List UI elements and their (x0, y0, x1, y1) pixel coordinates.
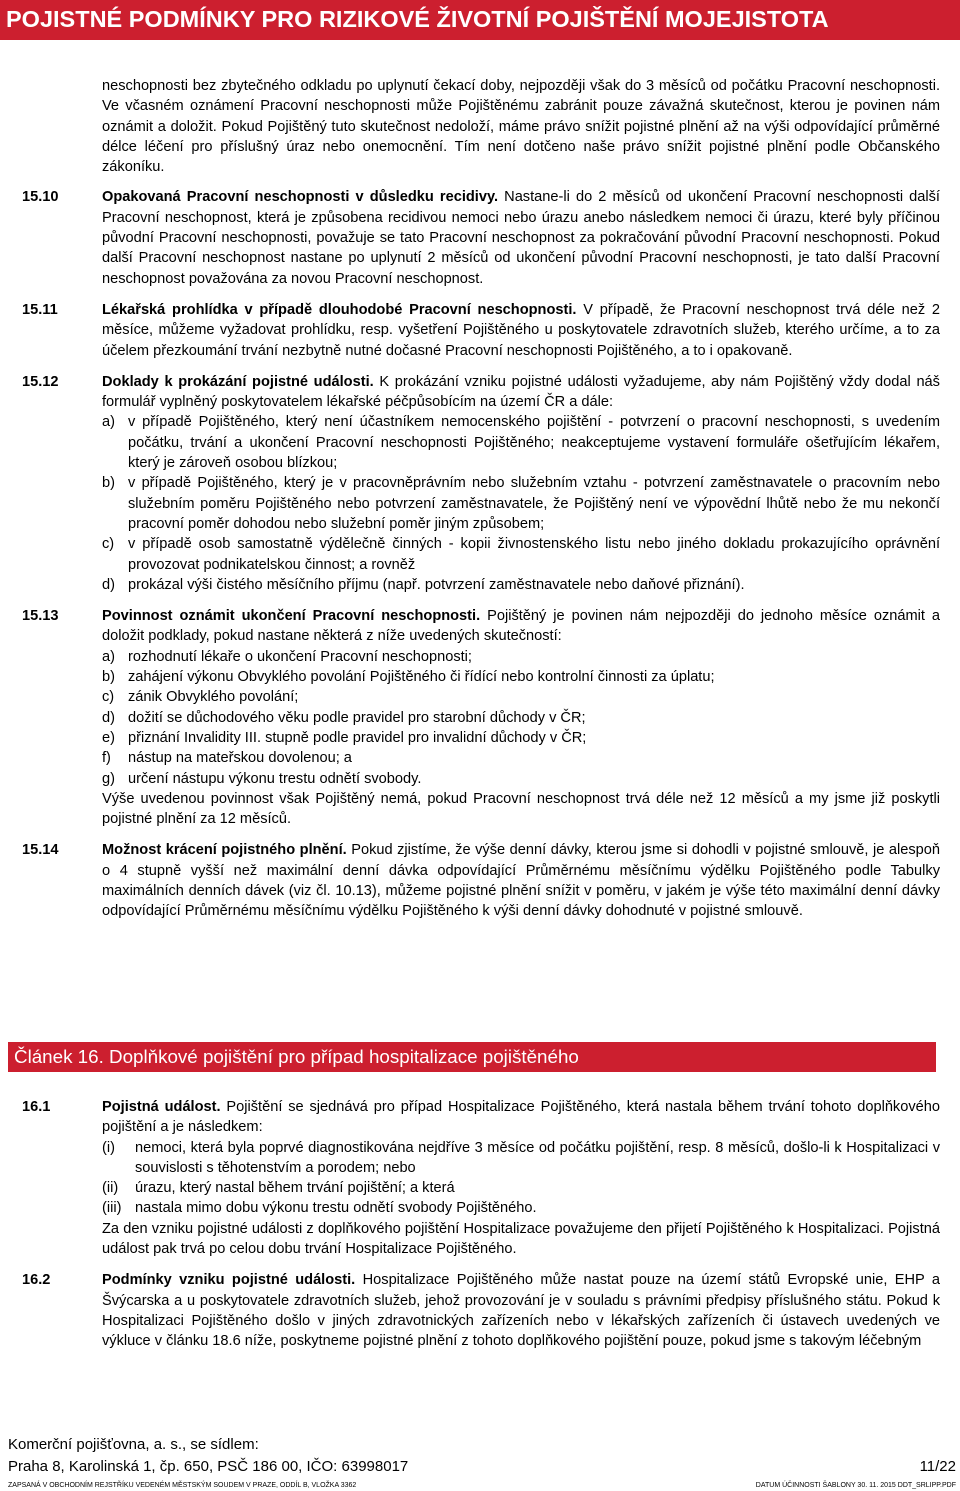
article-16-body (22, 1097, 940, 1352)
section-15-12: 15.12 Doklady k prokázání pojistné události. K prokázání vzniku pojistné události vyžadujeme, aby nám Pojištěný vždy dodal náš formulář vyplněný poskytovatelem lékařské péčpůsobícím na území ČR a dále: a) v případě Pojištěného, který není účastníkem nemocenského pojištění - potvrzení o pracovní neschopnosti, s uvedením počátku, trvání a ukončení Pracovní neschopnosti Pojištěného; neakceptujeme vystavení formuláře ošetřujícím lékařem, který je zároveň osobou blízkou; b) v případě Pojištěného, který je v pracovněprávním nebo služebním vztahu - potvrzení zaměstnavatele o pracovním nebo služebním poměru Pojištěného nebo potvrzení zaměstnavatele, že Pojištěný není ve výpovědní lhůtě nebo že mu nekončí pracovní poměr dohodou nebo služební poměr jiným způsobem; c) v případě osob samostatně výdělečně činných - kopii živnostenského listu nebo jiného dokladu prokazujícího oprávnění provozovat podnikatelskou činnost; a rovněž d) prokázal výši čistého měsíčního příjmu (např. potvrzení zaměstnavatele nebo daňové přiznání). (22, 372, 940, 595)
section-number: 15.12 (22, 373, 59, 390)
list-item: c) v případě osob samostatně výdělečně činných - kopii živnostenského listu nebo jiného dokladu prokazujícího oprávnění provozovat podnikatelskou činnost; a rovněž (102, 536, 940, 573)
page-number: 11/22 (919, 1458, 956, 1475)
section-15-13: 15.13 Povinnost oznámit ukončení Pracovní neschopnosti. Pojištěný je povinen nám nejpozději do jednoho měsíce oznámit a doložit podklady, pokud nastane některá z níže uvedených skutečností: a) rozhodnutí lékaře o ukončení Pracovní neschopnosti; b) zahájení výkonu Obvyklého povolání Pojištěného či řídící nebo kontrolní činnosti za úplatu; c) zánik Obvyklého povolání; d) dožití se důchodového věku podle pravidel pro starobní důchody v ČR; e) přiznání Invalidity III. stupně podle pravidel pro invalidní důchody v ČR; f) nástup na mateřskou dovolenou; a g) určení nástupu výkonu trestu odnětí svobody. Výše uvedenou povinnost však Pojištěný nemá, pokud Pracovní neschopnost trvá déle než 12 měsíců a my jsme již poskytli pojistné plnění za 12 měsíců. (22, 606, 940, 829)
footer-registry: ZAPSANÁ V OBCHODNÍM REJSTŘÍKU VEDENÉM MĚSTSKÝM SOUDEM V PRAZE, ODDÍL B, VLOŽKA 3362 (8, 1482, 357, 1489)
section-number: 16.2 (22, 1272, 51, 1289)
footer-address: Praha 8, Karolinská 1, čp. 650, PSČ 186 00, IČO: 63998017 (8, 1458, 409, 1475)
list-item: (ii) úrazu, který nastal během trvání pojištění; a která (102, 1180, 455, 1197)
list-item: f) nástup na mateřskou dovolenou; a (102, 750, 352, 767)
list-item: (i) nemoci, která byla poprvé diagnostikována nejdříve 3 měsíce od počátku pojištění, resp. 8 měsíců, došlo-li k Hospitalizaci v souvislosti s těhotenstvím a porodem; nebo (102, 1139, 940, 1176)
list-item: d) prokázal výši čistého měsíčního příjmu (např. potvrzení zaměstnavatele nebo daňové přiznání). (102, 576, 745, 593)
section-15-10: 15.10 Opakovaná Pracovní neschopnosti v důsledku recidivy. Nastane-li do 2 měsíců od ukončení Pracovní neschopnosti další Pracovní neschopnost, která je způsobena recidivou nemoci nebo úrazu anebo následkem nemoci či úrazu, které byly příčinou původní Pracovní neschopnosti, považuje se tato Pracovní neschopnost za pokračování původní Pracovní neschopnosti. Pokud další Pracovní neschopnost nastane po uplynutí 2 měsíců od ukončení původní Pracovní neschopnosti, je tato další Pracovní neschopnost považována za novou Pracovní neschopnost. (22, 187, 940, 288)
section-title: Doklady k prokázání pojistné události. (102, 373, 374, 390)
requirements-list (102, 412, 940, 595)
section-16-2: 16.2 Podmínky vzniku pojistné události. Hospitalizace Pojištěného může nastat pouze na území států Evropské unie, EHP a Švýcarska a u poskytovatele zdravotních služeb, jehož provozování je v souladu s právními předpisy příslušného státu. Pokud k Hospitalizaci Pojištěného došlo v jiných zdravotnických zařízeních nebo v lékařských zařízeních či ústavech uvedených ve výkluce v článku 18.6 níže, poskytneme pojistné plnění z tohoto doplňkového pojištění pouze, pokud jsme s takovým léčebným (22, 1270, 940, 1351)
footer-small-print (8, 1481, 956, 1490)
document-body (22, 76, 940, 922)
section-number: 15.14 (22, 842, 59, 859)
section-number: 15.10 (22, 189, 59, 206)
events-list (102, 647, 940, 789)
section-15-11: 15.11 Lékařská prohlídka v případě dlouhodobé Pracovní neschopnosti. V případě, že Pracovní neschopnost trvá déle než 2 měsíce, můžeme vyžadovat prohlídku, resp. vyšetření Pojištěného u poskytovatele zdravotních služeb, kterého určíme, a to za účelem přezkoumání trvání nezbytně nutné dočasné Pracovní neschopnosti Pojištěného, a to i opakovaně. (22, 300, 940, 361)
list-item: a) v případě Pojištěného, který není účastníkem nemocenského pojištění - potvrzení o pracovní neschopnosti, s uvedením počátku, trvání a ukončení Pracovní neschopnosti Pojištěného; neakceptujeme vystavení formuláře ošetřujícím lékařem, který je zároveň osobou blízkou; (102, 414, 940, 472)
section-title: Podmínky vzniku pojistné události. (102, 1272, 356, 1289)
footer-template: DATUM ÚČINNOSTI ŠABLONY 30. 11. 2015 DDT_SRLIPP.PDF (755, 1482, 956, 1489)
document-title: POJISTNÉ PODMÍNKY PRO RIZIKOVÉ ŽIVOTNÍ POJIŠTĚNÍ MOJEJISTOTA (6, 6, 829, 32)
list-item: c) zánik Obvyklého povolání; (102, 689, 299, 706)
section-title: Pojistná událost. (102, 1099, 221, 1115)
section-number: 16.1 (22, 1099, 51, 1115)
section-title: Lékařská prohlídka v případě dlouhodobé Pracovní neschopnosti. (102, 301, 577, 318)
intro-paragraph: neschopnosti bez zbytečného odkladu po uplynutí čekací doby, nejpozději však do 3 měsíců od počátku Pracovní neschopnosti. Ve včasném oznámení Pracovní neschopnosti může Pojištěnému zabránit pouze závažná skutečnost, kterou je povinen nám oznámit a doložit. Pokud Pojištěný tuto skutečnost nedoloží, máme právo snížit pojistné plnění až na výši odpovídající průměrné délce léčení pro příslušný úraz nebo onemocnění. Tím není dotčeno naše právo snížit pojistné plnění podle Občanského zákoníku. (102, 78, 940, 176)
list-item: g) určení nástupu výkonu trestu odnětí svobody. (102, 770, 422, 787)
section-16-1: 16.1 Pojistná událost. Pojištění se sjednává pro případ Hospitalizace Pojištěného, která nastala během trvání tohoto doplňkového pojištění a je následkem: (i) nemoci, která byla poprvé diagnostikována nejdříve 3 měsíce od počátku pojištění, resp. 8 měsíců, došlo-li k Hospitalizaci v souvislosti s těhotenstvím a porodem; nebo (ii) úrazu, který nastal během trvání pojištění; a která (iii) nastala mimo dobu výkonu trestu odnětí svobody Pojištěného. Za den vzniku pojistné události z doplňkového pojištění Hospitalizace považujeme den přijetí Pojištěného k Hospitalizaci. Pojistná událost pak trvá po celou dobu trvání Hospitalizace Pojištěného. (22, 1097, 940, 1259)
list-item: e) přiznání Invalidity III. stupně podle pravidel pro invalidní důchody v ČR; (102, 729, 587, 746)
section-number: 15.13 (22, 608, 59, 625)
page-header (0, 0, 960, 40)
causes-list (102, 1138, 940, 1219)
section-title: Opakovaná Pracovní neschopnosti v důsledku recidivy. (102, 189, 499, 206)
section-number: 15.11 (22, 301, 58, 318)
footer-company: Komerční pojišťovna, a. s., se sídlem: (8, 1436, 259, 1453)
list-item: b) zahájení výkonu Obvyklého povolání Pojištěného či řídící nebo kontrolní činnosti za úplatu; (102, 669, 715, 686)
section-title: Povinnost oznámit ukončení Pracovní neschopnosti. (102, 608, 481, 625)
section-title: Možnost krácení pojistného plnění. (102, 842, 347, 859)
section-15-14: 15.14 Možnost krácení pojistného plnění. Pokud zjistíme, že výše denní dávky, kterou jsme si dohodli v pojistné smlouvě, je alespoň o 4 stupně vyšší než maximální denní dávka odpovídající Průměrnému měsíčnímu výdělku Pojištěného podle Tabulky maximálních denních dávek (viz čl. 10.13), můžeme pojistné plnění snížit v poměru, v jakém je výše této maximální denní dávky odpovídající Průměrnému měsíčnímu výdělku Pojištěného k výši denní dávky dohodnuté v pojistné smlouvě. (22, 840, 940, 921)
list-item: b) v případě Pojištěného, který je v pracovněprávním nebo služebním vztahu - potvrzení zaměstnavatele o pracovním nebo služebním poměru Pojištěného nebo potvrzení zaměstnavatele, že Pojištěný není ve výpovědní lhůtě nebo že mu nekončí pracovní poměr dohodou nebo služební poměr jiným způsobem; (102, 475, 940, 532)
article-heading: Článek 16. Doplňkové pojištění pro případ hospitalizace pojištěného (8, 1042, 936, 1072)
footer-address-row (8, 1458, 956, 1475)
list-item: d) dožití se důchodového věku podle pravidel pro starobní důchody v ČR; (102, 709, 586, 726)
list-item: a) rozhodnutí lékaře o ukončení Pracovní neschopnosti; (102, 648, 472, 665)
list-item: (iii) nastala mimo dobu výkonu trestu odnětí svobody Pojištěného. (102, 1200, 537, 1217)
